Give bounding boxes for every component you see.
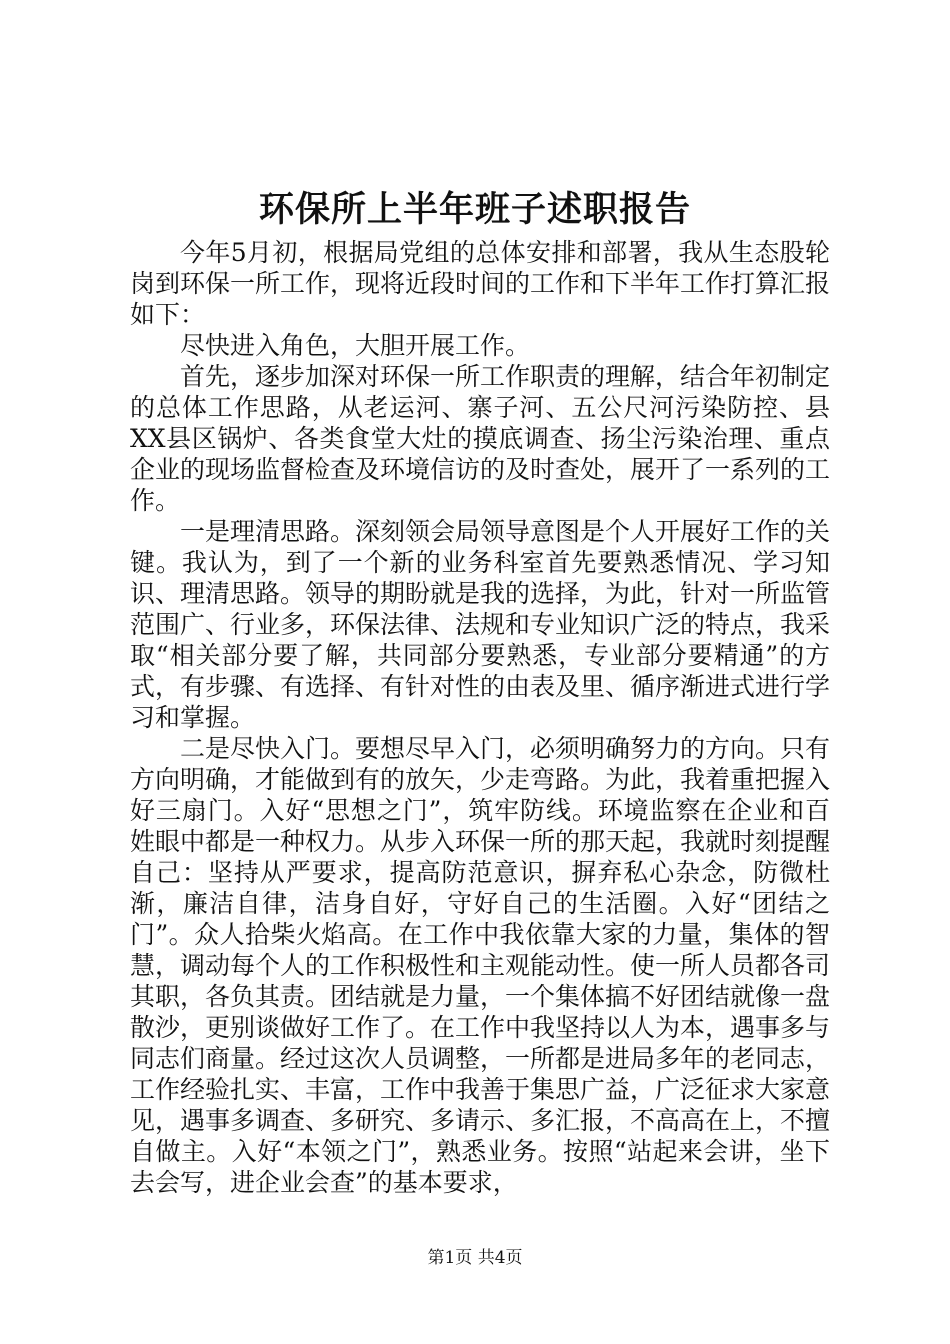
document-title: 环保所上半年班子述职报告 xyxy=(258,189,691,230)
paragraph-point-two: 二是尽快入门。要想尽早入门，必须明确努力的方向。只有方向明确，才能做到有的放矢，少走弯路。为此，我着重把握入好三扇门。入好“思想之门”，筑牢防线。环境监察在企业和百姓眼中都是一种权力。从步入环保一所的那天起，我就时刻提醒自己：坚持从严要求，提高防范意识，摒弃私心杂念，防微杜渐，廉洁自律，洁身自好，守好自己的生活圈。入好“团结之门”。众人拾柴火焰高。在工作中我依靠大家的力量，集体的智慧，调动每个人的工作积极性和主观能动性。使一所人员都各司其职，各负其责。团结就是力量，一个集体搞不好团结就像一盘散沙，更别谈做好工作了。在工作中我坚持以人为本，遇事多与同志们商量。经过这次人员调整，一所都是进局多年的老同志，工作经验扎实、丰富，工作中我善于集思广益，广泛征求大家意见，遇事多调查、多研究、多请示、多汇报，不高高在上，不擅自做主。入好“本领之门”，熟悉业务。按照“站起来会讲，坐下去会写，进企业会查”的基本要求， xyxy=(130,734,831,1197)
paragraph-intro: 今年5月初，根据局党组的总体安排和部署，我从生态股轮岗到环保一所工作，现将近段时间的工作和下半年工作打算汇报如下： xyxy=(130,238,831,329)
document-body xyxy=(130,237,830,1198)
paragraph-heading: 尽快进入角色，大胆开展工作。 xyxy=(180,331,531,360)
paragraph-first: 首先，逐步加深对环保一所工作职责的理解，结合年初制定的总体工作思路，从老运河、寨子河、五公尺河污染防控、县XX县区锅炉、各类食堂大灶的摸底调查、扬尘污染治理、重点企业的现场监督检查及环境信访的及时查处，展开了一系列的工作。 xyxy=(130,362,831,515)
page-footer: 第1页 共4页 xyxy=(427,1248,523,1268)
paragraph-point-one: 一是理清思路。深刻领会局领导意图是个人开展好工作的关键。我认为，到了一个新的业务科室首先要熟悉情况、学习知识、理清思路。领导的期盼就是我的选择，为此，针对一所监管范围广、行业多，环保法律、法规和专业知识广泛的特点，我采取“相关部分要了解，共同部分要熟悉，专业部分要精通”的方式，有步骤、有选择、有针对性的由表及里、循序渐进式进行学习和掌握。 xyxy=(130,517,831,732)
